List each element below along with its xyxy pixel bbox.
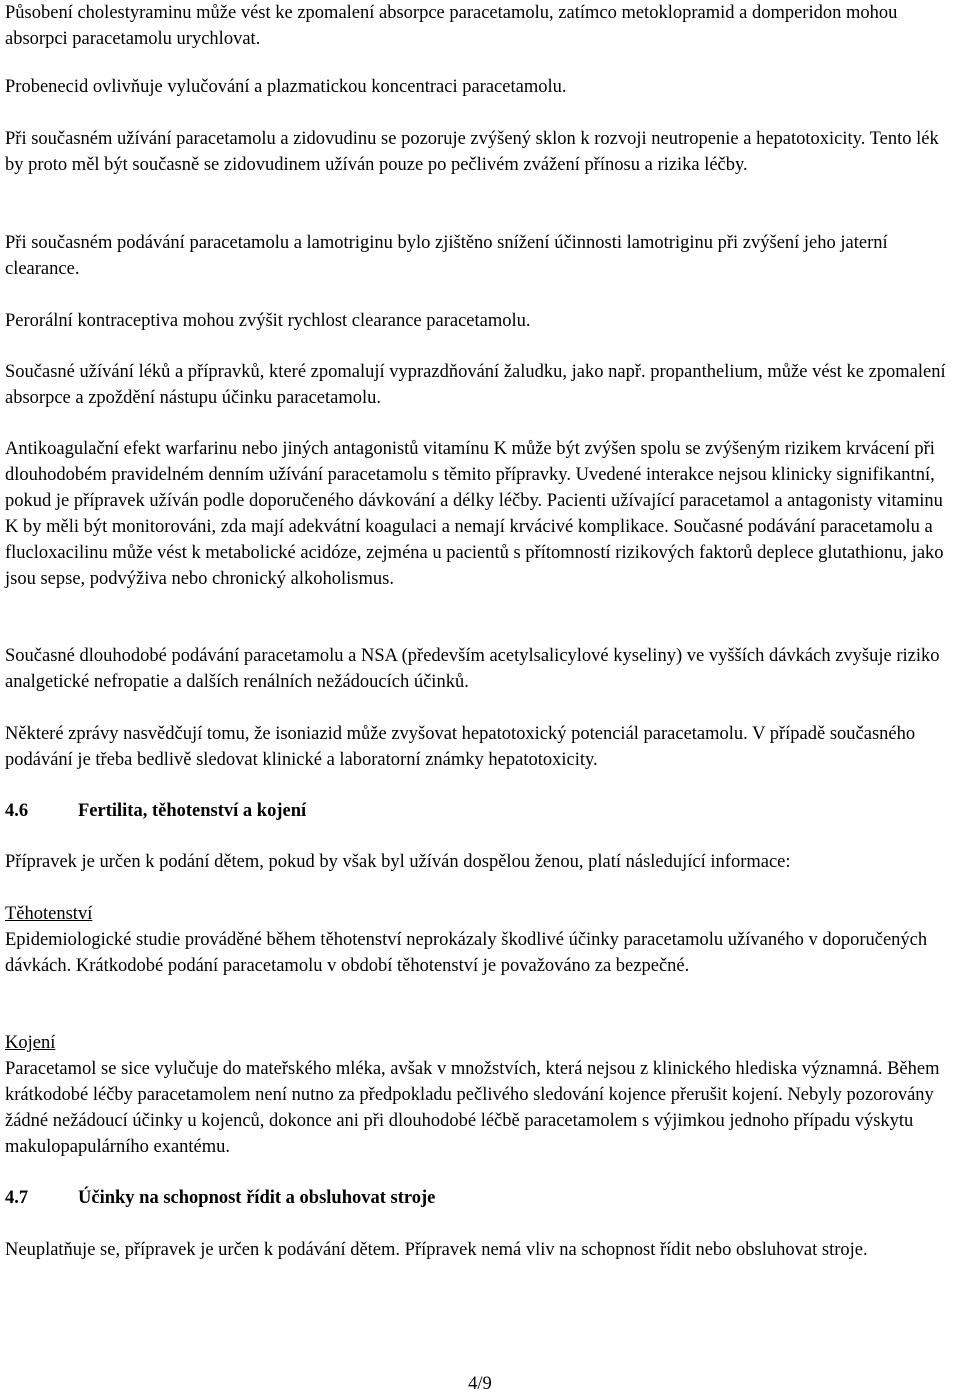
paragraph-gastric-emptying: Současné užívání léků a přípravků, které zpomalují vyprazdňování žaludku, jako např. propanthelium, může vést ke zpomalení absorpce a zpoždění nástupu účinku paracetamolu.	[5, 362, 946, 408]
paragraph-nsaid: Současné dlouhodobé podávání paracetamolu a NSA (především acetylsalicylové kyseliny) ve vyšších dávkách zvyšuje riziko analgetické nefropatie a dalších renálních nežádoucích účinků.	[5, 646, 940, 692]
paragraph-zidovudine: Při současném užívání paracetamolu a zidovudinu se pozoruje zvýšený sklon k rozvoji neutropenie a hepatotoxicity. Tento lék by proto měl být současně se zidovudinem užíván pouze po pečlivém zvážení přínosu a rizika léčby.	[5, 129, 939, 175]
pregnancy-text: Epidemiologické studie prováděné během těhotenství neprokázaly škodlivé účinky paracetamolu užívaného v doporučených dávkách. Krátkodobé podání paracetamolu v období těhotenství je považováno za bezpečné.	[5, 930, 928, 976]
section-4-6-intro: Přípravek je určen k podání dětem, pokud by však byl užíván dospělou ženou, platí následující informace:	[5, 852, 791, 872]
section-title-4-6: Fertilita, těhotenství a kojení	[78, 801, 307, 821]
section-number-4-6: 4.6	[5, 801, 29, 821]
pregnancy-heading: Těhotenství	[5, 904, 93, 924]
section-4-7-text: Neuplatňuje se, přípravek je určen k podávání dětem. Přípravek nemá vliv na schopnost řídit nebo obsluhovat stroje.	[5, 1240, 868, 1260]
paragraph-warfarin: Antikoagulační efekt warfarinu nebo jiných antagonistů vitamínu K může být zvýšen spolu se zvýšeným rizikem krvácení při dlouhodobém pravidelném denním užívání paracetamolu s těmito přípravky. Uvedené interakce nejsou klinicky signifikantní, pokud je přípravek užíván podle doporučeného dávkování a délky léčby. Pacienti užívající paracetamol a antagonisty vitaminu K by měli být monitorováni, zda mají adekvátní koagulaci a nemají krvácivé komplikace. Současné podávání paracetamolu a flucloxacilinu může vést k metabolické acidóze, zejména u pacientů s přítomností rizikových faktorů deplece glutathionu, jako jsou sepse, podvýživa nebo chronický alkoholismus.	[5, 439, 944, 589]
paragraph-lamotrigine: Při současném podávání paracetamolu a lamotriginu bylo zjištěno snížení účinnosti lamotriginu při zvýšení jeho jaterní clearance.	[5, 233, 888, 279]
paragraph-isoniazid: Některé zprávy nasvědčují tomu, že isoniazid může zvyšovat hepatotoxický potenciál paracetamolu. V případě současného podávání je třeba bedlivě sledovat klinické a laboratorní známky hepatotoxicity.	[5, 724, 916, 770]
section-heading-4-6	[5, 798, 960, 824]
section-title-4-7: Účinky na schopnost řídit a obsluhovat stroje	[78, 1188, 436, 1208]
page-number: 4/9	[468, 1374, 492, 1394]
paragraph-oral-contraceptives: Perorální kontraceptiva mohou zvýšit rychlost clearance paracetamolu.	[5, 311, 531, 331]
paragraph-cholestyramine: Působení cholestyraminu může vést ke zpomalení absorpce paracetamolu, zatímco metoklopramid a domperidon mohou absorpci paracetamolu urychlovat.	[5, 3, 898, 49]
paragraph-probenecid: Probenecid ovlivňuje vylučování a plazmatickou koncentraci paracetamolu.	[5, 77, 567, 97]
lactation-text: Paracetamol se sice vylučuje do mateřského mléka, avšak v množstvích, která nejsou z klinického hlediska významná. Během krátkodobé léčby paracetamolem není nutno za předpokladu pečlivého sledování kojence přerušit kojení. Nebyly pozorovány žádné nežádoucí účinky u kojenců, dokonce ani při dlouhodobé léčbě paracetamolem s výjimkou jednoho případu výskytu makulopapulárního exantému.	[5, 1059, 940, 1157]
section-heading-4-7	[5, 1185, 960, 1211]
section-number-4-7: 4.7	[5, 1188, 29, 1208]
lactation-heading: Kojení	[5, 1033, 56, 1053]
